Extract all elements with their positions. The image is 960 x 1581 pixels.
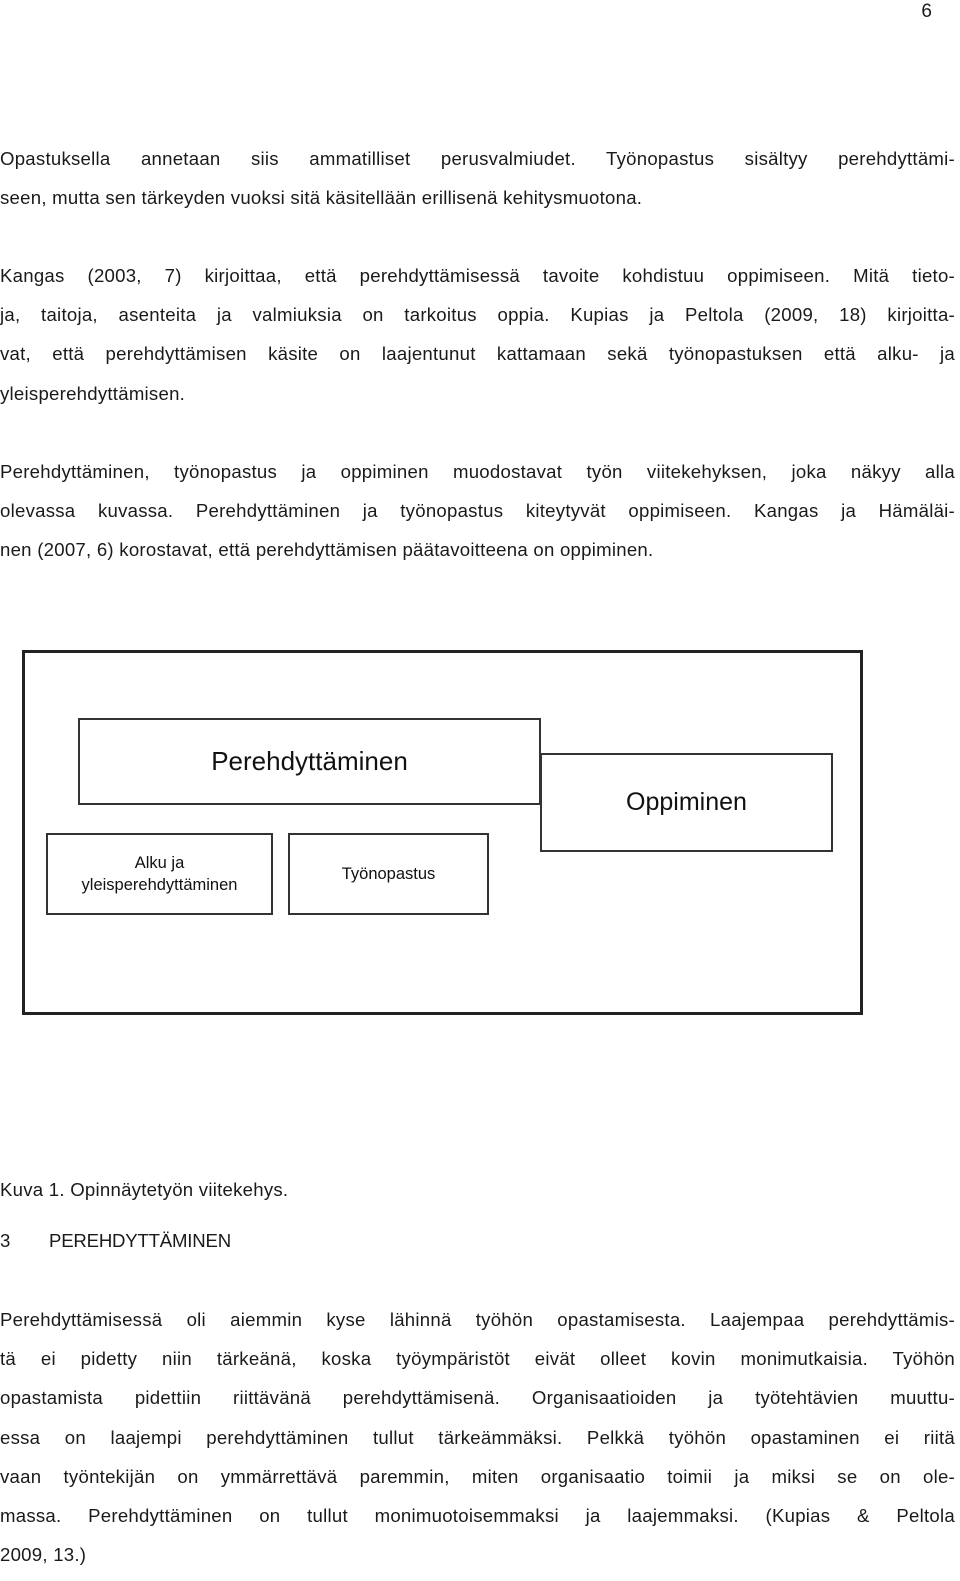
paragraph-kangas	[0, 256, 955, 413]
text-line: vaan työntekijän on ymmärrettävä paremmin, miten organisaatio toimii ja miksi se on ole-	[0, 1465, 955, 1487]
text-line: opastamista pidettiin riittävänä perehdyttämisenä. Organisaatioiden ja työtehtävien muuttu-	[0, 1387, 955, 1409]
text-line: Perehdyttämisessä oli aiemmin kyse lähinnä työhön opastamisesta. Laajempaa perehdyttämis-	[0, 1309, 955, 1330]
text-line: nen (2007, 6) korostavat, että perehdyttämisen päätavoitteena on oppiminen.	[0, 539, 654, 561]
text-line: 2009, 13.)	[0, 1544, 87, 1566]
text-line: olevassa kuvassa. Perehdyttäminen ja työnopastus kiteytyvät oppimiseen. Kangas ja Hämäläi-	[0, 500, 955, 522]
figure-label-alku-line2: yleisperehdyttäminen	[81, 876, 238, 894]
text-line: ja, taitoja, asenteita ja valmiuksia on tarkoitus oppia. Kupias ja Peltola (2009, 18) kirjoitta-	[0, 304, 955, 326]
paragraph-intro	[0, 139, 955, 217]
text-line: yleisperehdyttämisen.	[0, 382, 186, 404]
framework-figure	[22, 650, 863, 1015]
page-number: 6	[921, 1, 932, 22]
figure-box-alku	[46, 833, 273, 915]
text-line: massa. Perehdyttäminen on tullut monimuotoisemmaksi ja laajemmaksi. (Kupias & Peltola	[0, 1505, 955, 1527]
text-line: seen, mutta sen tärkeyden vuoksi sitä käsitellään erillisenä kehitysmuotona.	[0, 187, 643, 209]
paragraph-framework	[0, 452, 955, 570]
figure-caption: Kuva 1. Opinnäytetyön viitekehys.	[0, 1179, 289, 1200]
figure-box-perehdyttaminen	[78, 718, 541, 805]
paragraph-section-3	[0, 1300, 955, 1574]
figure-box-tyonopastus	[288, 833, 489, 915]
text-line: vat, että perehdyttämisen käsite on laajentunut kattamaan sekä työnopastuksen että alku- ja	[0, 343, 955, 365]
figure-label-alku	[82, 852, 238, 896]
text-line: tä ei pidetty niin tärkeänä, koska työympäristöt eivät olleet kovin monimutkaisia. Työhön	[0, 1348, 955, 1370]
section-number: 3	[0, 1230, 11, 1251]
figure-label-alku-line1: Alku ja	[134, 854, 185, 872]
figure-label-tyonopastus: Työnopastus	[341, 864, 436, 883]
section-heading	[0, 1228, 231, 1254]
figure-label-oppiminen: Oppiminen	[626, 788, 747, 816]
figure-box-oppiminen	[540, 753, 833, 852]
figure-label-perehdyttaminen: Perehdyttäminen	[211, 746, 408, 776]
section-title: PEREHDYTTÄMINEN	[49, 1230, 231, 1251]
text-line: Kangas (2003, 7) kirjoittaa, että perehdyttämisessä tavoite kohdistuu oppimiseen. Mitä tieto-	[0, 265, 955, 286]
text-line: Perehdyttäminen, työnopastus ja oppiminen muodostavat työn viitekehyksen, joka näkyy alla	[0, 461, 955, 482]
text-line: Opastuksella annetaan siis ammatilliset perusvalmiudet. Työnopastus sisältyy perehdyttämi-	[0, 148, 955, 169]
text-line: essa on laajempi perehdyttäminen tullut tärkeämmäksi. Pelkkä työhön opastaminen ei riitä	[0, 1426, 955, 1448]
